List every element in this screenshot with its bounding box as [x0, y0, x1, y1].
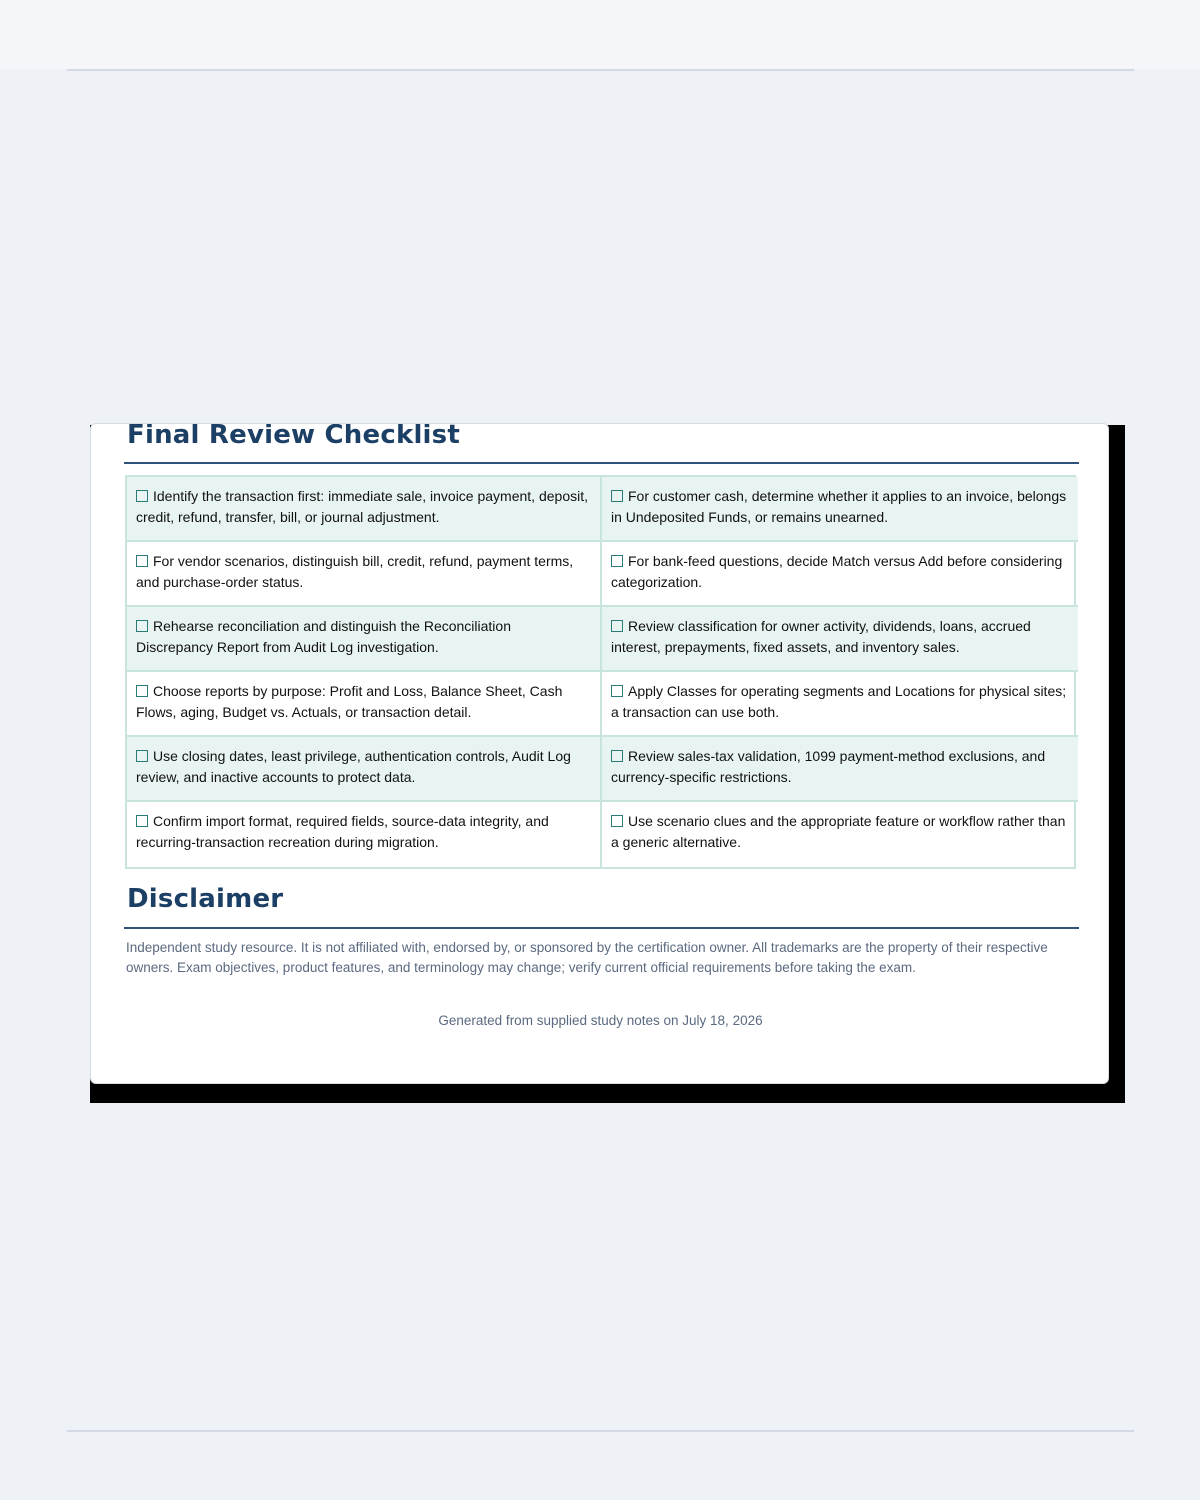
checklist-item-text: Use scenario clues and the appropriate feature or workflow rather than a generic alternative. — [611, 813, 1066, 850]
checkbox-icon[interactable] — [136, 685, 148, 697]
disclaimer-heading: Disclaimer — [127, 884, 284, 914]
viewer-bottom-divider — [67, 1430, 1134, 1432]
checklist-item[interactable] — [127, 607, 602, 672]
checklist-table — [125, 475, 1076, 869]
viewer-top-divider — [67, 69, 1134, 71]
checkbox-icon[interactable] — [611, 750, 623, 762]
checkbox-icon[interactable] — [611, 620, 623, 632]
checkbox-icon[interactable] — [136, 490, 148, 502]
checklist-item[interactable] — [602, 607, 1078, 672]
checklist-item[interactable] — [127, 672, 602, 737]
checkbox-icon[interactable] — [611, 815, 623, 827]
checkbox-icon[interactable] — [611, 555, 623, 567]
checklist-item[interactable] — [127, 737, 602, 802]
disclaimer-heading-rule — [124, 927, 1079, 929]
checklist-item[interactable] — [127, 542, 602, 607]
checklist-heading: Final Review Checklist — [127, 423, 460, 450]
checklist-item-text: Apply Classes for operating segments and Locations for physical sites; a transaction can use both. — [611, 683, 1067, 720]
checklist-item-text: For vendor scenarios, distinguish bill, credit, refund, payment terms, and purchase-order status. — [136, 553, 574, 590]
document-page — [90, 423, 1109, 1084]
viewer-top-bar — [0, 0, 1200, 69]
checklist-item[interactable] — [602, 672, 1078, 737]
generated-note: Generated from supplied study notes on July 18, 2026 — [438, 1013, 763, 1028]
checkbox-icon[interactable] — [136, 750, 148, 762]
checklist-item-text: Identify the transaction first: immediate sale, invoice payment, deposit, credit, refund, transfer, bill, or journal adjustment. — [136, 488, 588, 525]
checkbox-icon[interactable] — [136, 620, 148, 632]
checkbox-icon[interactable] — [136, 815, 148, 827]
checklist-item[interactable] — [602, 802, 1078, 867]
checklist-item-text: Confirm import format, required fields, source-data integrity, and recurring-transaction recreation during migration. — [136, 813, 549, 850]
checklist-item-text: Review sales-tax validation, 1099 payment-method exclusions, and currency-specific restrictions. — [611, 748, 1046, 785]
checklist-item-text: For customer cash, determine whether it applies to an invoice, belongs in Undeposited Funds, or remains unearned. — [611, 488, 1067, 525]
checklist-item[interactable] — [602, 477, 1078, 542]
checklist-item[interactable] — [602, 737, 1078, 802]
checklist-item[interactable] — [602, 542, 1078, 607]
checklist-item-text: Use closing dates, least privilege, authentication controls, Audit Log review, and inactive accounts to protect data. — [136, 748, 571, 785]
checklist-item[interactable] — [127, 477, 602, 542]
checklist-item[interactable] — [127, 802, 602, 867]
checklist-heading-rule — [124, 462, 1079, 464]
checkbox-icon[interactable] — [611, 685, 623, 697]
checklist-item-text: Review classification for owner activity, dividends, loans, accrued interest, prepayments, fixed assets, and inventory sales. — [611, 618, 1031, 655]
checkbox-icon[interactable] — [611, 490, 623, 502]
checkbox-icon[interactable] — [136, 555, 148, 567]
checklist-item-text: For bank-feed questions, decide Match versus Add before considering categorization. — [611, 553, 1063, 590]
disclaimer-text: Independent study resource. It is not affiliated with, endorsed by, or sponsored by the certification owner. All trademarks are the property of their respective owners. Exam objectives, product features, and terminology may change; verify current official requirements before taking the exam. — [126, 940, 1048, 975]
checklist-item-text: Rehearse reconciliation and distinguish the Reconciliation Discrepancy Report from Audit Log investigation. — [136, 618, 511, 655]
checklist-item-text: Choose reports by purpose: Profit and Loss, Balance Sheet, Cash Flows, aging, Budget vs. Actuals, or transaction detail. — [136, 683, 563, 720]
page-content — [91, 424, 1109, 1084]
